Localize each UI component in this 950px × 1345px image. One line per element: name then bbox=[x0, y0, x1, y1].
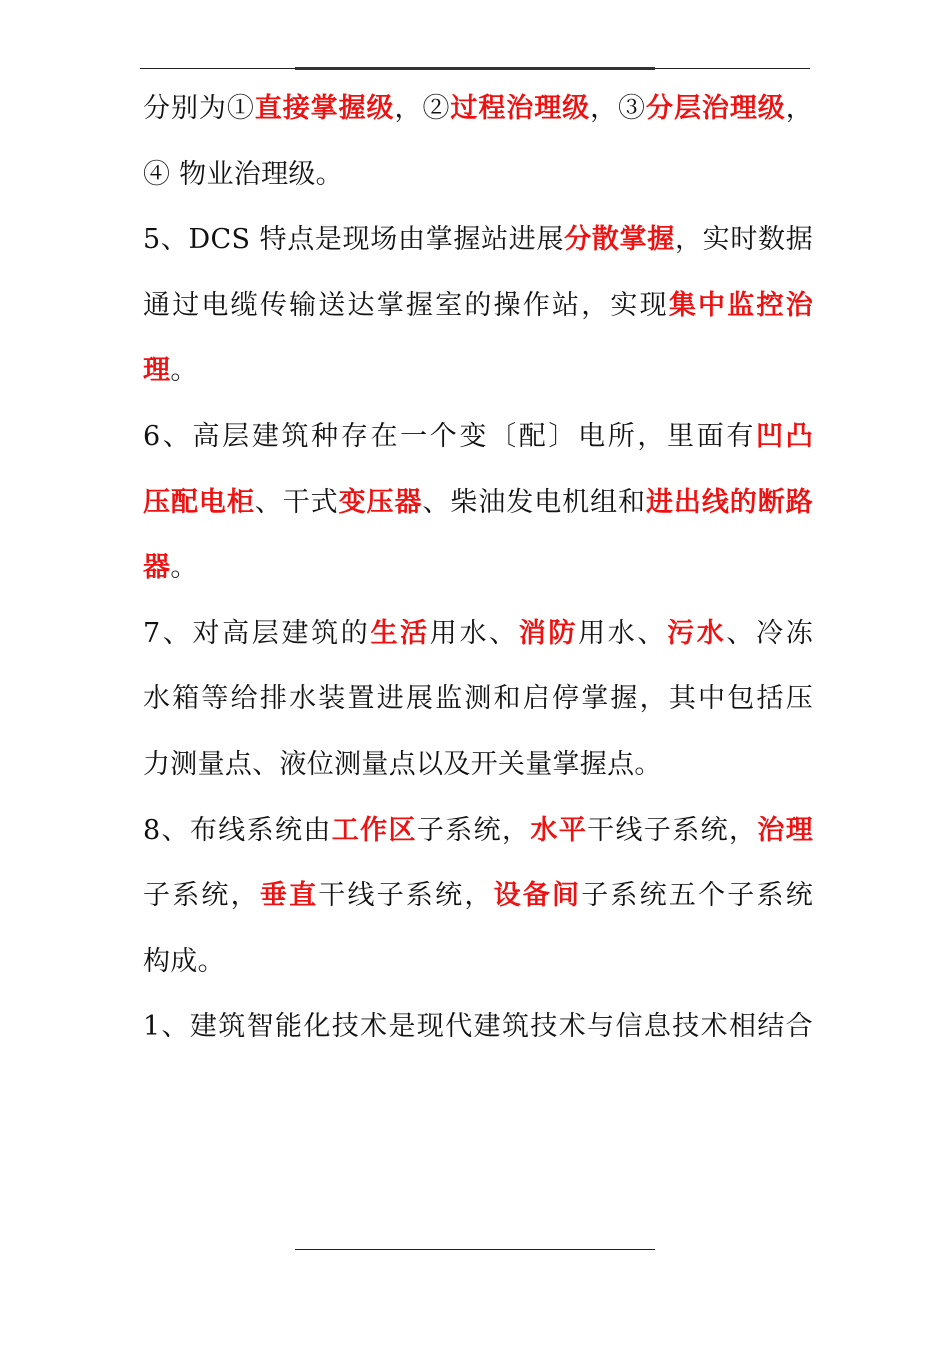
text-segment: 。 bbox=[170, 552, 198, 584]
text-segment: 5、DCS 特点是现场由掌握站进展 bbox=[143, 224, 565, 256]
text-segment: 用水、 bbox=[578, 617, 668, 649]
text-segment: 构成。 bbox=[143, 945, 225, 977]
highlighted-term: 压配电柜 bbox=[143, 486, 255, 518]
text-segment: 。 bbox=[170, 355, 198, 387]
text-line bbox=[143, 994, 813, 1060]
text-line bbox=[143, 76, 813, 142]
text-segment: 7、对高层建筑的 bbox=[143, 617, 371, 649]
text-line bbox=[143, 863, 813, 929]
highlighted-term: 集中监控治 bbox=[668, 289, 813, 321]
text-segment: 水箱等给排水装置进展监测和启停掌握，其中包括压 bbox=[143, 683, 813, 715]
text-segment: 干线子系统， bbox=[587, 814, 758, 846]
text-segment: 子系统， bbox=[143, 880, 260, 912]
text-segment: ， bbox=[785, 93, 814, 124]
text-segment: 通过电缆传输送达掌握室的操作站，实现 bbox=[143, 289, 669, 321]
highlighted-term: 器 bbox=[143, 552, 171, 584]
header-rule-accent bbox=[295, 67, 655, 70]
text-segment: ④ 物业治理级。 bbox=[143, 158, 343, 190]
highlighted-term: 消防 bbox=[518, 617, 579, 649]
highlighted-term: 工作区 bbox=[331, 814, 417, 846]
text-segment: 6、高层建筑种存在一个变〔配〕电所，里面有 bbox=[143, 420, 757, 452]
text-line bbox=[143, 798, 813, 864]
highlighted-term: 变压器 bbox=[338, 486, 423, 518]
text-line bbox=[143, 535, 813, 601]
highlighted-term: 过程治理级 bbox=[450, 93, 591, 124]
text-segment: 子系统五个子系统 bbox=[581, 880, 814, 912]
text-segment: ，② bbox=[394, 93, 451, 124]
text-line bbox=[143, 601, 813, 667]
highlighted-term: 水平 bbox=[530, 814, 588, 846]
highlighted-term: 设备间 bbox=[493, 880, 582, 912]
text-line bbox=[143, 929, 813, 995]
text-line bbox=[143, 207, 813, 273]
highlighted-term: 分散掌握 bbox=[564, 224, 675, 256]
highlighted-term: 直接掌握级 bbox=[254, 93, 395, 124]
highlighted-term: 凹凸 bbox=[756, 420, 813, 452]
text-segment: 8、布线系统由 bbox=[143, 814, 332, 846]
text-segment: 分别为① bbox=[143, 93, 255, 124]
text-segment: 用水、 bbox=[429, 617, 519, 649]
text-segment: 、干式 bbox=[254, 486, 339, 518]
text-line bbox=[143, 470, 813, 536]
text-segment: 1、建筑智能化技术是现代建筑技术与信息技术相结合 bbox=[143, 1011, 813, 1043]
highlighted-term: 垂直 bbox=[259, 880, 319, 912]
text-segment: ，③ bbox=[590, 93, 646, 124]
highlighted-term: 治理 bbox=[757, 814, 813, 846]
text-line bbox=[143, 732, 813, 798]
text-segment: 力测量点、液位测量点以及开关量掌握点。 bbox=[143, 748, 662, 780]
text-segment: 、冷冻 bbox=[726, 617, 814, 649]
text-segment: 干线子系统， bbox=[318, 880, 494, 912]
highlighted-term: 进出线的断路 bbox=[645, 486, 813, 518]
highlighted-term: 生活 bbox=[370, 617, 430, 649]
text-line bbox=[143, 666, 813, 732]
text-line bbox=[143, 404, 813, 470]
text-segment: 、柴油发电机组和 bbox=[422, 486, 646, 518]
highlighted-term: 理 bbox=[143, 355, 171, 387]
footer-rule bbox=[295, 1249, 655, 1250]
document-body bbox=[143, 76, 813, 1060]
text-line bbox=[143, 273, 813, 339]
highlighted-term: 污水 bbox=[667, 617, 727, 649]
text-segment: ，实时数据 bbox=[674, 224, 814, 256]
text-line bbox=[143, 338, 813, 404]
text-line bbox=[143, 142, 813, 208]
highlighted-term: 分层治理级 bbox=[646, 93, 786, 124]
text-segment: 子系统， bbox=[416, 814, 531, 846]
